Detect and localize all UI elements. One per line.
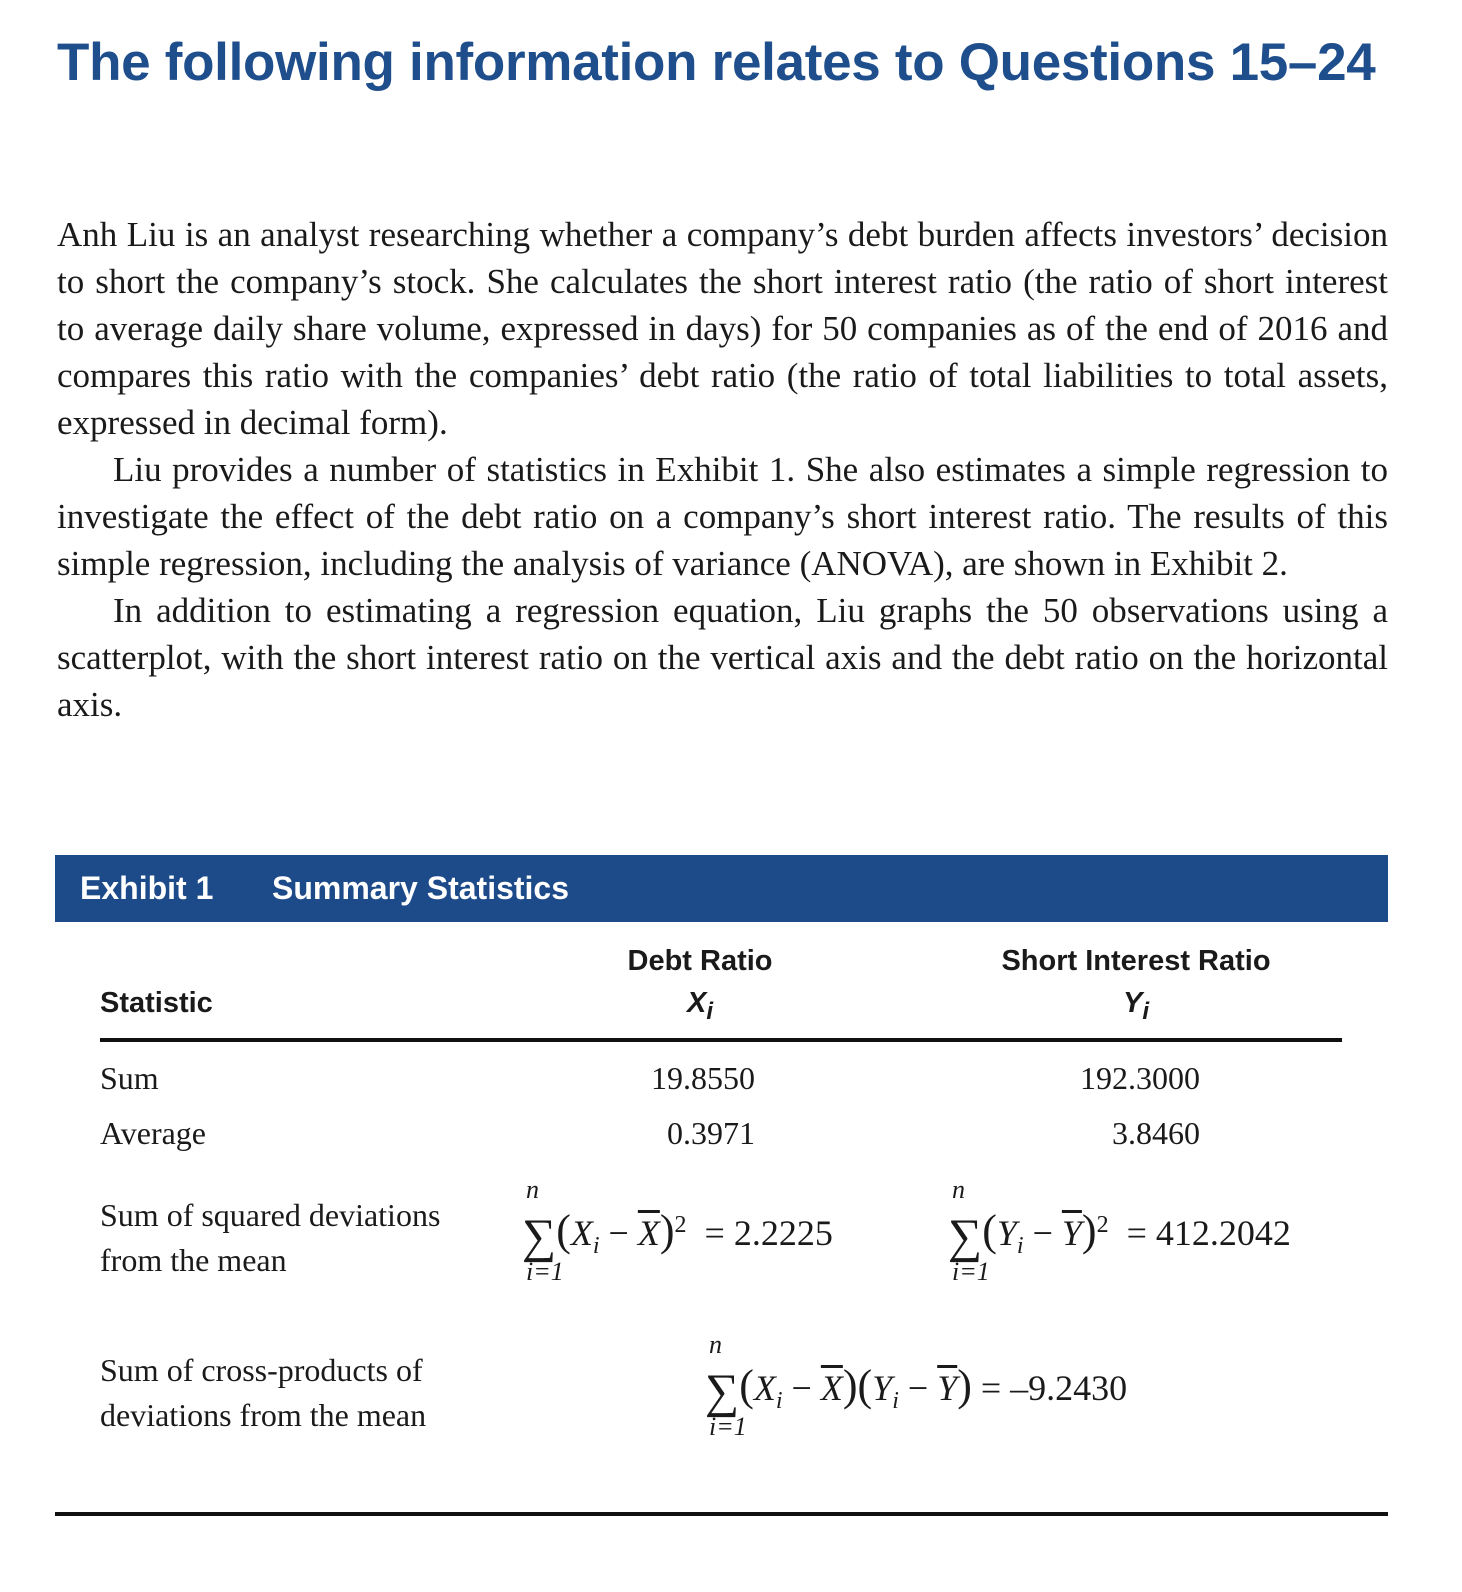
formula-ssd-y: ∑ n i=1 $(Y_i - \overline{Y})^2 = 412.2042$ — [948, 1175, 1291, 1287]
formula-cross-products: ∑ n i=1 $(X_i - \overline{X})(Y_i - \overline{Y}) = -9.2430$ — [705, 1330, 1128, 1442]
column-symbol: $X_i$ — [686, 987, 714, 1025]
row-label: Average — [100, 1115, 206, 1151]
paragraph: Anh Liu is an analyst researching whether a company’s debt burden affects investors’ decision to short the company’s stock. She calculates the short interest ratio (the ratio of short interest to average daily share volume, expressed in days) for 50 companies as of the end of 2016 and compares this ratio with the companies’ debt ratio (the ratio of total liabilities to total assets, expressed in decimal form). — [57, 215, 1388, 442]
row-label: Sum of cross-products of deviations from the mean — [100, 1352, 427, 1433]
paragraph: Liu provides a number of statistics in Exhibit 1. She also estimates a simple regression to investigate the effect of the debt ratio on a company’s short interest ratio. The results of this simple regression, including the analysis of variance (ANOVA), are shown in Exhibit 2. — [57, 450, 1388, 583]
exhibit-header — [55, 855, 1388, 922]
column-label: Short Interest Ratio — [1001, 945, 1271, 977]
row-label: Sum of squared deviations from the mean — [100, 1197, 441, 1278]
page-title: The following information relates to Questions 15–24 — [57, 33, 1376, 92]
formula-ssd-x: ∑ n i=1 $(X_i - \overline{X})^2 = 2.2225$ — [522, 1175, 833, 1287]
value-ssd-y: = 412.2042 — [1126, 1213, 1291, 1253]
cell-average-y: 3.8460 — [1112, 1115, 1200, 1151]
cell-average-x: 0.3971 — [667, 1115, 755, 1151]
exhibit-title: Summary Statistics — [272, 870, 570, 906]
bottom-rule — [55, 1512, 1388, 1516]
intro-text — [57, 211, 1388, 728]
header-rule — [100, 1038, 1342, 1042]
paragraph: In addition to estimating a regression equation, Liu graphs the 50 observations using a scatterplot, with the short interest ratio on the vertical axis and the debt ratio on the horizontal axis. — [57, 591, 1388, 724]
value-cross-products: = –9.2430 — [980, 1368, 1128, 1408]
column-header-short-interest-ratio — [936, 940, 1336, 1033]
row-label: Sum — [100, 1060, 159, 1096]
exhibit-number: Exhibit 1 — [80, 870, 214, 906]
value-ssd-x: = 2.2225 — [704, 1213, 833, 1253]
column-header-statistic: Statistic — [100, 987, 213, 1019]
column-header-debt-ratio — [540, 940, 860, 1033]
cell-sum-y: 192.3000 — [1080, 1060, 1200, 1096]
column-symbol: $Y_i$ — [1122, 987, 1150, 1025]
cell-sum-x: 19.8550 — [651, 1060, 755, 1096]
column-label: Debt Ratio — [627, 945, 773, 977]
